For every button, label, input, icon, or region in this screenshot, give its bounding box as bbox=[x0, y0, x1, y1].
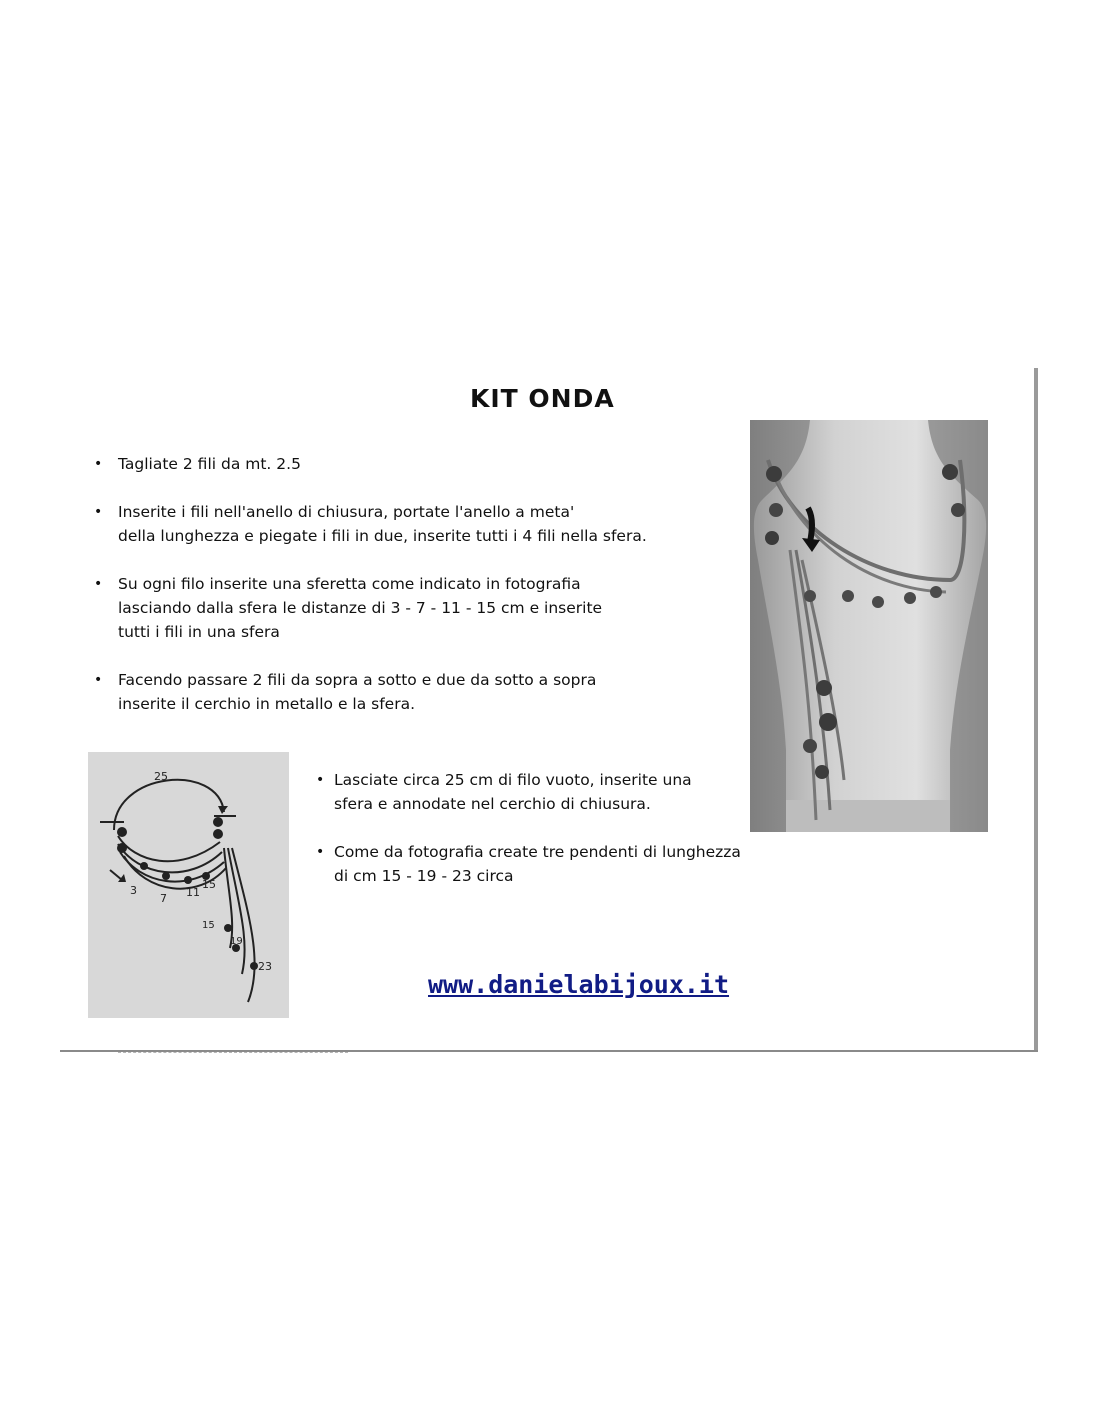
step-text: Tagliate 2 fili da mt. 2.5 bbox=[118, 455, 301, 473]
instruction-list bbox=[94, 452, 714, 740]
step-text: Facendo passare 2 fili da sopra a sotto e due da sotto a sopra bbox=[118, 671, 597, 689]
necklace-photo bbox=[750, 420, 988, 832]
step-text: Come da fotografia create tre pendenti di lunghezza bbox=[334, 843, 741, 861]
step-text: Lasciate circa 25 cm di filo vuoto, inserite una bbox=[334, 771, 692, 789]
necklace-sketch-drawing bbox=[88, 752, 289, 1018]
bullet-icon: • bbox=[316, 844, 325, 860]
step-text: tutti i fili in una sfera bbox=[118, 623, 280, 641]
instruction-step-1 bbox=[94, 452, 714, 476]
page-title: KIT ONDA bbox=[470, 384, 615, 413]
website-link[interactable]: www.danielabijoux.it bbox=[428, 970, 730, 999]
sketch-label-15: 15 bbox=[202, 878, 216, 891]
bullet-icon: • bbox=[94, 504, 103, 520]
sketch-pendant-19: 19 bbox=[230, 936, 243, 947]
step-text: della lunghezza e piegate i fili in due, inserite tutti i 4 fili nella sfera. bbox=[118, 527, 647, 545]
necklace-sketch bbox=[88, 752, 289, 1018]
instruction-step-4 bbox=[94, 668, 714, 716]
instruction-step-5 bbox=[316, 768, 776, 816]
page-edge-right bbox=[1034, 368, 1038, 1052]
sketch-pendant-15: 15 bbox=[202, 920, 215, 931]
necklace-photo-drawing bbox=[750, 420, 988, 832]
bullet-icon: • bbox=[94, 456, 103, 472]
bullet-icon: • bbox=[94, 672, 103, 688]
step-text: inserite il cerchio in metallo e la sfera. bbox=[118, 695, 416, 713]
instruction-list-lower bbox=[316, 768, 776, 912]
step-text: Su ogni filo inserite una sferetta come indicato in fotografia bbox=[118, 575, 581, 593]
step-text: di cm 15 - 19 - 23 circa bbox=[334, 867, 514, 885]
sketch-label-top: 25 bbox=[154, 770, 168, 783]
sketch-label-11: 11 bbox=[186, 886, 200, 899]
step-text: Inserite i fili nell'anello di chiusura, portate l'anello a meta' bbox=[118, 503, 575, 521]
step-text: lasciando dalla sfera le distanze di 3 - 7 - 11 - 15 cm e inserite bbox=[118, 599, 603, 617]
step-text: sfera e annodate nel cerchio di chiusura. bbox=[334, 795, 651, 813]
instruction-step-3 bbox=[94, 572, 714, 644]
instruction-step-6 bbox=[316, 840, 776, 888]
bullet-icon: • bbox=[94, 576, 103, 592]
sketch-label-7: 7 bbox=[160, 892, 167, 905]
bullet-icon: • bbox=[316, 772, 325, 788]
sketch-pendant-23: 23 bbox=[258, 960, 272, 973]
sketch-label-3: 3 bbox=[130, 884, 137, 897]
page-edge-dashes bbox=[118, 1052, 348, 1054]
instruction-step-2 bbox=[94, 500, 714, 548]
